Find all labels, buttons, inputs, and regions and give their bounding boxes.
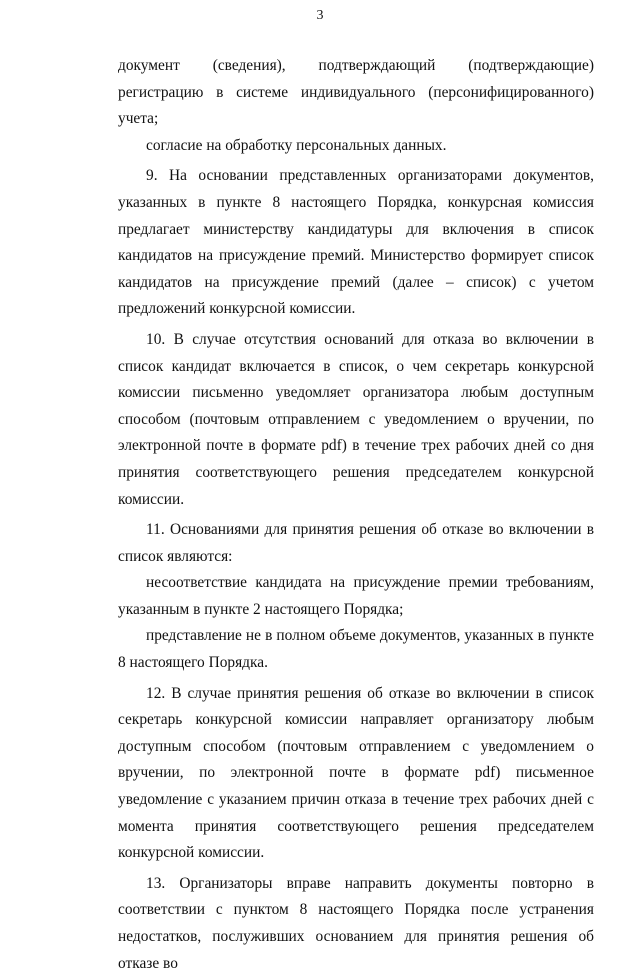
paragraph-13: 13. Организаторы вправе направить документы повторно в соответствии с пунктом 8 настоящего Порядка после устранения недостатков, послуживших основанием для принятия решения об отказе во xyxy=(118,874,594,972)
paragraph-11: 11. Основаниями для принятия решения об отказе во включении в список являются: xyxy=(118,521,594,565)
paragraph-consent: согласие на обработку персональных данных. xyxy=(146,136,447,154)
paragraph-10: 10. В случае отсутствия оснований для отказа во включении в список кандидат включается в список, о чем секретарь конкурсной комиссии письменно уведомляет организатора любым доступным способом (почтовым отправлением с уведомлением о вручении, по электронной почте в формате pdf) в течение трех рабочих дней со дня принятия соответствующего решения председателем конкурсной комиссии. xyxy=(118,330,594,508)
paragraph-9: 9. На основании представленных организаторами документов, указанных в пункте 8 настоящего Порядка, конкурсная комиссия предлагает министерству кандидатуры для включения в список кандидатов на присуждение премий. Министерство формирует список кандидатов на присуждение премий (далее – список) с учетом предложений конкурсной комиссии. xyxy=(118,167,594,318)
document-body xyxy=(118,53,594,977)
paragraph-11-item-a: несоответствие кандидата на присуждение премии требованиям, указанным в пункте 2 настоящего Порядка; xyxy=(118,574,594,618)
paragraph-doc-registration: документ (сведения), подтверждающий (подтверждающие) регистрацию в системе индивидуального (персонифицированного) учета; xyxy=(118,57,594,128)
page-number: 3 xyxy=(316,8,324,23)
paragraph-12: 12. В случае принятия решения об отказе во включении в список секретарь конкурсной комиссии направляет организатору любым доступным способом (почтовым отправлением с уведомлением о вручении, по электронной почте в формате pdf) письменное уведомление с указанием причин отказа в течение трех рабочих дней с момента принятия соответствующего решения председателем конкурсной комиссии. xyxy=(118,684,594,862)
paragraph-11-item-b: представление не в полном объеме документов, указанных в пункте 8 настоящего Порядка. xyxy=(118,627,594,672)
